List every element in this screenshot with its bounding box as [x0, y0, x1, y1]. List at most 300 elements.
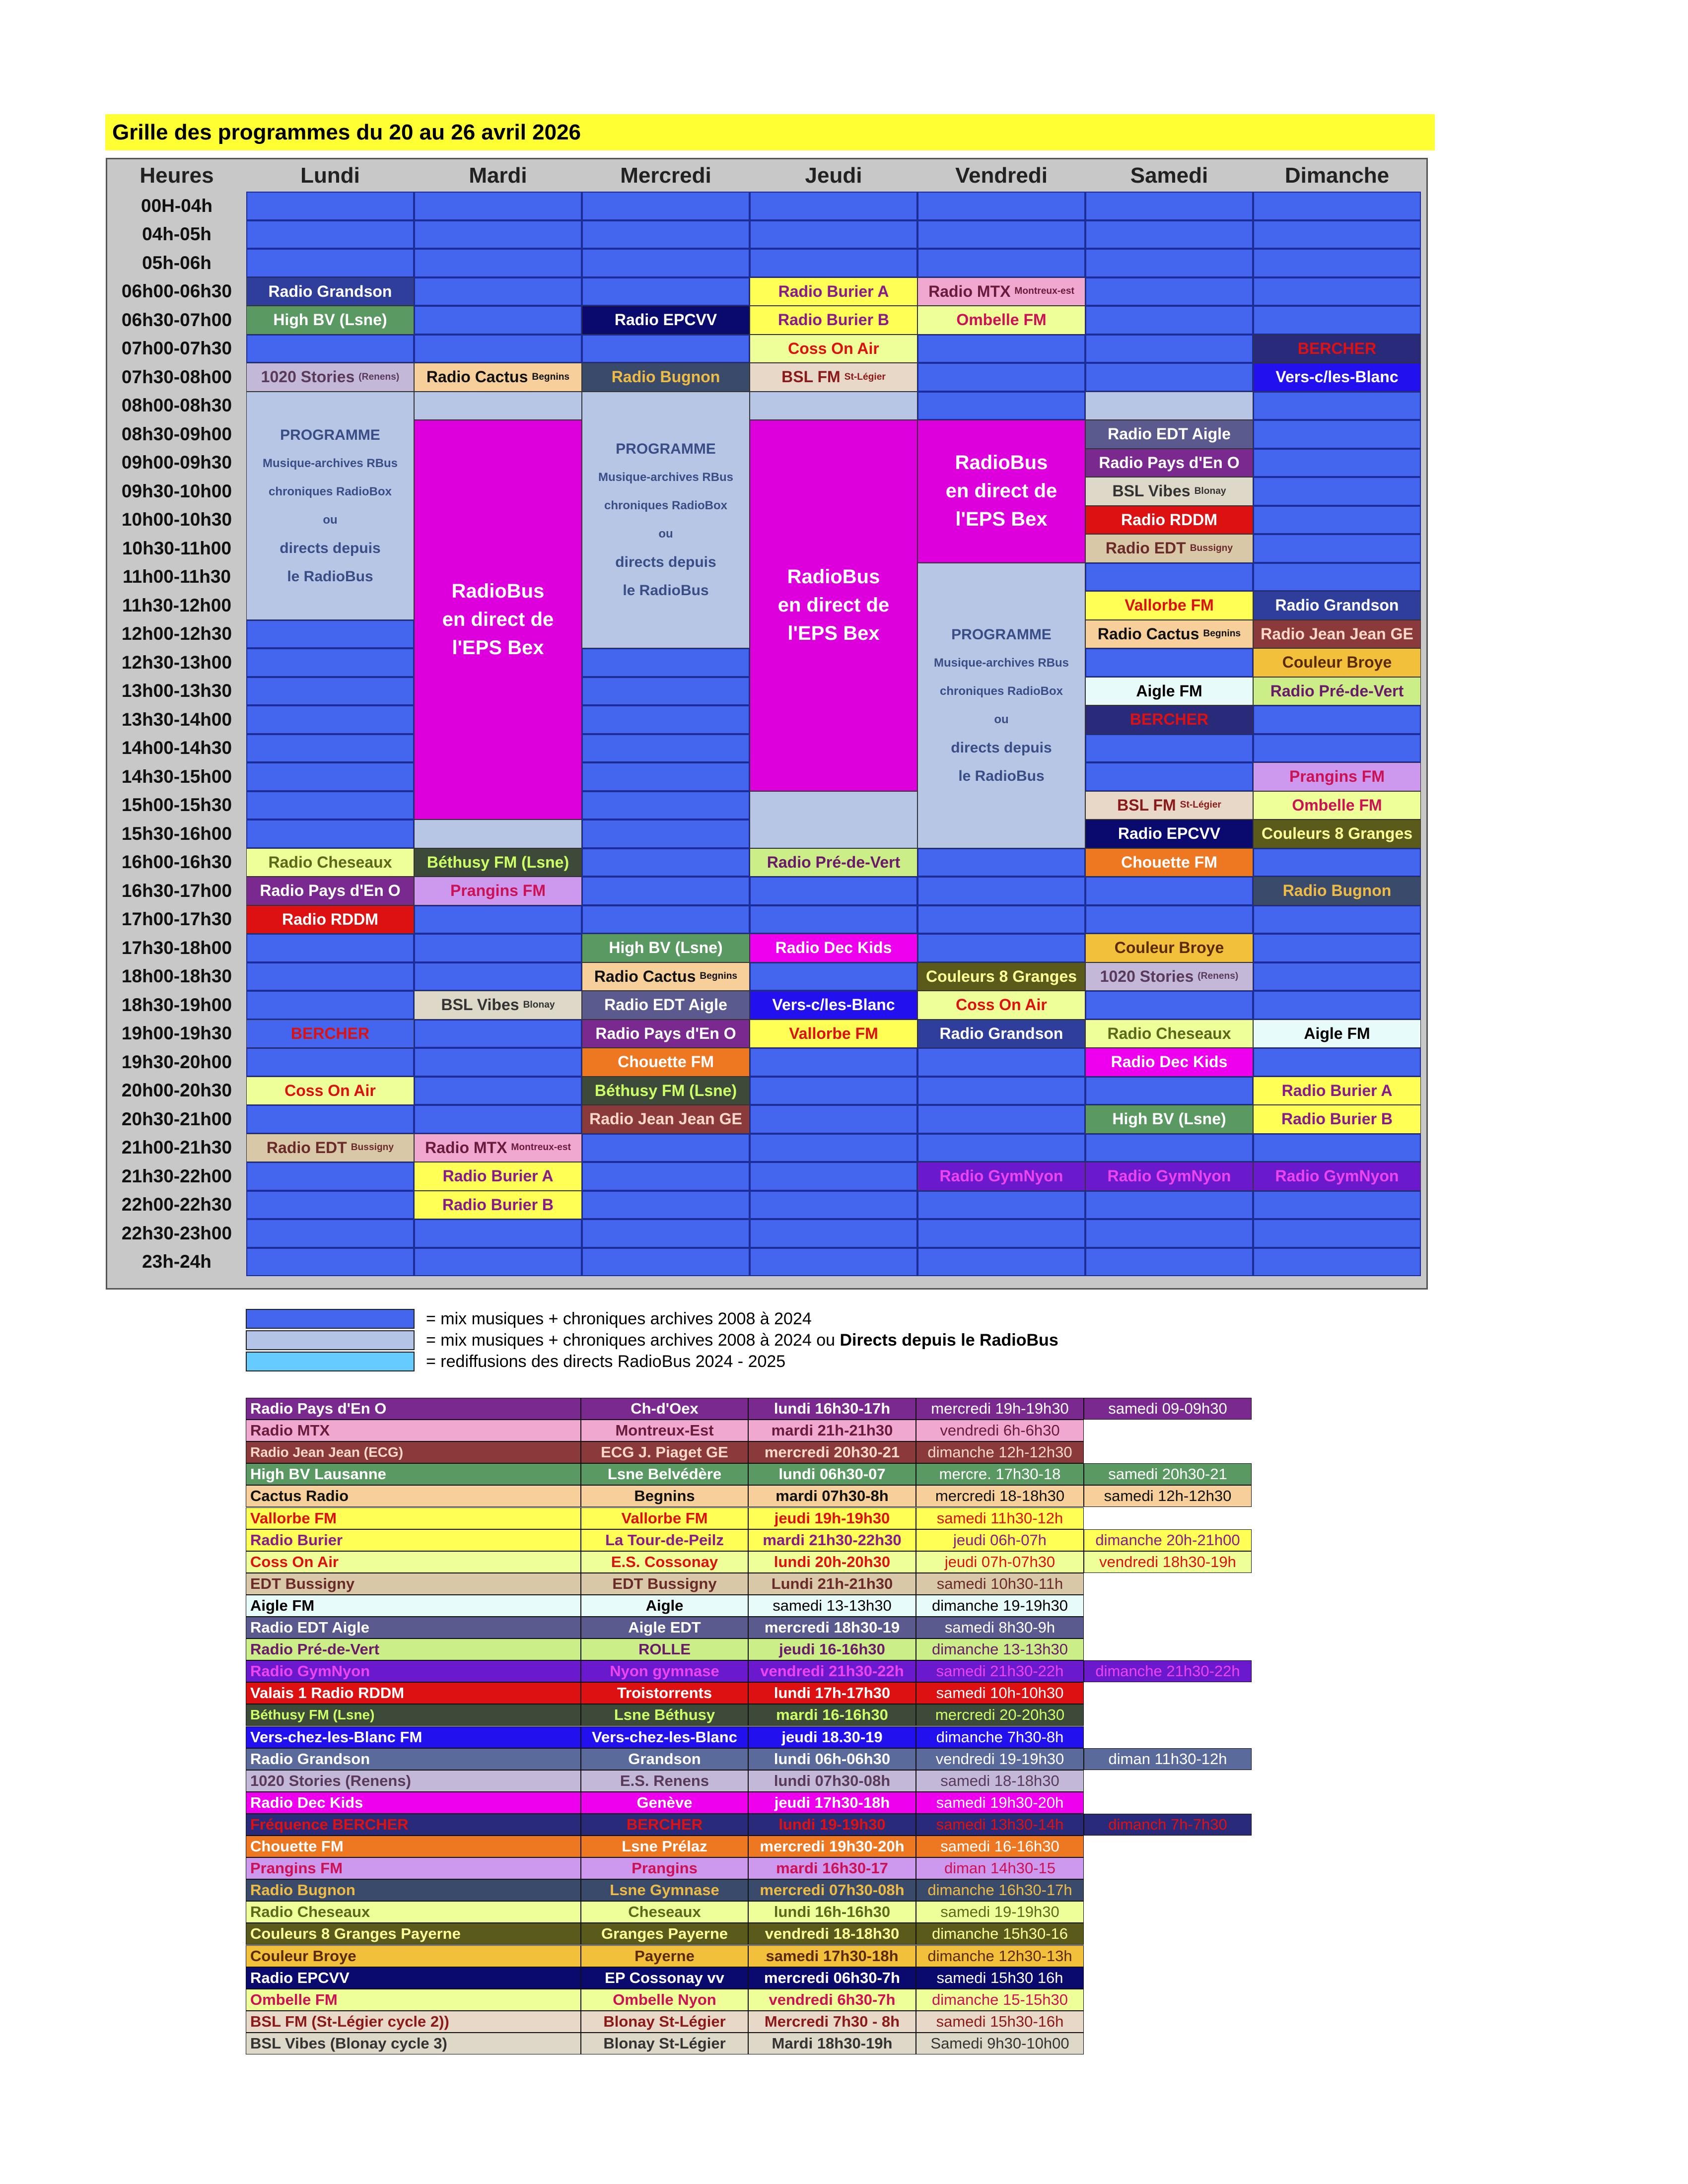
empty-slot: [582, 677, 750, 706]
empty-slot: [246, 762, 414, 791]
empty-slot: [414, 1248, 582, 1277]
program-block: [1085, 1020, 1253, 1048]
station-cell: Vallorbe FM: [581, 1507, 748, 1529]
station-cell: Radio Cheseaux: [246, 1901, 581, 1923]
station-cell: samedi 15h30-16h: [916, 2011, 1084, 2033]
program-name: Vallorbe FM: [789, 1024, 878, 1042]
station-cell: samedi 18-18h30: [916, 1770, 1084, 1792]
program-block: [1085, 591, 1253, 620]
empty-slot: [917, 934, 1085, 962]
station-cell: samedi 8h30-9h: [916, 1617, 1084, 1638]
empty-slot: [750, 1105, 917, 1134]
hour-label: 20h00-20h30: [121, 1080, 232, 1101]
empty-slot: [1253, 1248, 1421, 1277]
program-block: [414, 392, 582, 420]
empty-slot: [750, 192, 917, 220]
program-block: [582, 934, 750, 962]
program-name: Couleur Broye: [1282, 653, 1392, 672]
station-cell: Lsne Gymnase: [581, 1879, 748, 1901]
empty-slot: [414, 934, 582, 962]
program-block: [582, 1020, 750, 1048]
hour-label: 22h00-22h30: [121, 1194, 232, 1215]
station-cell: Béthusy FM (Lsne): [246, 1704, 581, 1726]
program-line: chroniques RadioBox: [604, 499, 728, 513]
station-cell: Radio Pays d'En O: [246, 1398, 581, 1420]
program-block: [414, 991, 582, 1020]
station-cell: vendredi 18h30-19h: [1084, 1551, 1252, 1573]
empty-slot: [246, 249, 414, 277]
station-cell: mercre. 17h30-18: [916, 1463, 1084, 1485]
station-cell: Chouette FM: [246, 1836, 581, 1857]
empty-slot: [246, 1105, 414, 1134]
program-block: [582, 363, 750, 392]
program-name: Couleurs 8 Granges: [925, 967, 1077, 985]
station-cell: Ombelle Nyon: [581, 1989, 748, 2011]
empty-slot: [1085, 1191, 1253, 1220]
program-name: Radio Cactus: [426, 368, 528, 386]
station-cell: mardi 16h30-17: [748, 1857, 916, 1879]
empty-slot: [1253, 1048, 1421, 1077]
empty-slot: [750, 1048, 917, 1077]
empty-slot: [1085, 563, 1253, 592]
station-cell: samedi 19-19h30: [916, 1901, 1084, 1923]
empty-slot: [246, 620, 414, 649]
program-block: [1085, 449, 1253, 478]
empty-slot: [1253, 420, 1421, 449]
empty-slot: [582, 220, 750, 249]
empty-slot: [582, 791, 750, 820]
station-cell: La Tour-de-Peilz: [581, 1529, 748, 1551]
program-block: [750, 934, 917, 962]
day-header: Dimanche: [1284, 163, 1390, 188]
empty-slot: [582, 277, 750, 306]
hour-label: 06h00-06h30: [121, 281, 232, 302]
station-cell: vendredi 6h30-7h: [748, 1989, 916, 2011]
station-cell: vendredi 6h-6h30: [916, 1420, 1084, 1441]
station-cell: dimanche 7h30-8h: [916, 1726, 1084, 1748]
station-cell: samedi 20h30-21: [1084, 1463, 1252, 1485]
program-block: [1085, 819, 1253, 848]
program-block: [1253, 1077, 1421, 1105]
station-cell: dimanche 15-15h30: [916, 1989, 1084, 2011]
station-cell: ROLLE: [581, 1638, 748, 1660]
program-block: [1085, 705, 1253, 734]
station-cell: diman 14h30-15: [916, 1857, 1084, 1879]
program-location: Begnins: [1203, 628, 1241, 639]
empty-slot: [1253, 848, 1421, 877]
empty-slot: [1253, 934, 1421, 962]
hour-label: 14h30-15h00: [121, 766, 232, 787]
hour-label: 15h30-16h00: [121, 823, 232, 844]
station-cell: Cheseaux: [581, 1901, 748, 1923]
day-header: Jeudi: [805, 163, 862, 188]
program-name: Radio GymNyon: [1275, 1167, 1399, 1185]
station-cell: dimanch 7h-7h30: [1084, 1814, 1252, 1836]
program-block: [246, 905, 414, 934]
program-block: [582, 962, 750, 991]
empty-slot: [917, 192, 1085, 220]
program-name: Radio Jean Jean GE: [589, 1110, 742, 1128]
empty-slot: [246, 991, 414, 1020]
program-block: [246, 306, 414, 335]
program-name: Radio Burier B: [1281, 1110, 1393, 1128]
hour-label: 08h00-08h30: [121, 395, 232, 416]
program-line: l'EPS Bex: [955, 508, 1048, 531]
legend-bold: Directs depuis le RadioBus: [840, 1331, 1058, 1350]
program-name: Radio Pays d'En O: [260, 882, 401, 900]
station-cell: jeudi 19h-19h30: [748, 1507, 916, 1529]
program-block: [1085, 534, 1253, 563]
empty-slot: [1085, 877, 1253, 905]
hour-label: 18h30-19h00: [121, 994, 232, 1015]
station-cell: Mercredi 7h30 - 8h: [748, 2011, 916, 2033]
station-cell: mardi 16-16h30: [748, 1704, 916, 1726]
program-line: Musique-archives RBus: [933, 656, 1069, 670]
program-location: (Renens): [1197, 971, 1239, 982]
program-block: [750, 277, 917, 306]
empty-slot: [1253, 249, 1421, 277]
station-cell: dimanche 13-13h30: [916, 1638, 1084, 1660]
empty-slot: [582, 1134, 750, 1162]
station-cell: dimanche 16h30-17h: [916, 1879, 1084, 1901]
station-cell: EP Cossonay vv: [581, 1967, 748, 1989]
day-header: Vendredi: [955, 163, 1048, 188]
hour-label: 06h30-07h00: [121, 309, 232, 330]
empty-slot: [246, 734, 414, 763]
empty-slot: [582, 648, 750, 677]
station-cell: E.S. Renens: [581, 1770, 748, 1792]
legend-label: = rediffusions des directs RadioBus 2024 - 2025: [426, 1352, 786, 1371]
empty-slot: [1085, 1248, 1253, 1277]
station-cell: Vers-chez-les-Blanc: [581, 1726, 748, 1748]
program-name: BERCHER: [1297, 339, 1377, 357]
program-block: [750, 306, 917, 335]
station-cell: lundi 16h-16h30: [748, 1901, 916, 1923]
empty-slot: [414, 277, 582, 306]
program-name: Radio Burier B: [777, 311, 890, 329]
empty-slot: [917, 848, 1085, 877]
station-cell: mardi 07h30-8h: [748, 1485, 916, 1507]
program-block: [582, 392, 750, 649]
program-block: [917, 1020, 1085, 1048]
program-name: Ombelle FM: [1292, 796, 1382, 814]
empty-slot: [414, 1105, 582, 1134]
empty-slot: [1253, 220, 1421, 249]
station-cell: Blonay St-Légier: [581, 2011, 748, 2033]
empty-slot: [582, 762, 750, 791]
program-location: Blonay: [1194, 485, 1226, 496]
station-cell: BSL Vibes (Blonay cycle 3): [246, 2033, 581, 2054]
station-cell: jeudi 07h-07h30: [916, 1551, 1084, 1573]
hour-label: 17h30-18h00: [121, 937, 232, 958]
program-block: [1253, 363, 1421, 392]
station-cell: Cactus Radio: [246, 1485, 581, 1507]
program-name: Radio Cactus: [1097, 624, 1199, 643]
program-name: Radio Bugnon: [611, 368, 720, 386]
program-name: BSL FM: [781, 368, 841, 386]
hour-label: 21h00-21h30: [121, 1137, 232, 1158]
program-name: Béthusy FM (Lsne): [594, 1081, 737, 1099]
program-block: [750, 363, 917, 392]
program-block: [917, 420, 1085, 563]
station-cell: 1020 Stories (Renens): [246, 1770, 581, 1792]
station-cell: diman 11h30-12h: [1084, 1748, 1252, 1770]
program-name: Radio EDT: [266, 1138, 347, 1157]
station-cell: samedi 19h30-20h: [916, 1792, 1084, 1814]
station-cell: dimanche 20h-21h00: [1084, 1529, 1252, 1551]
program-block: [1085, 962, 1253, 991]
program-name: Radio Pays d'En O: [1099, 453, 1240, 472]
empty-slot: [582, 705, 750, 734]
station-cell: Valais 1 Radio RDDM: [246, 1682, 581, 1704]
program-block: [414, 1134, 582, 1162]
station-cell: Radio Jean Jean (ECG): [246, 1441, 581, 1463]
station-cell: BERCHER: [581, 1814, 748, 1836]
station-cell: Grandson: [581, 1748, 748, 1770]
empty-slot: [1085, 905, 1253, 934]
program-name: BERCHER: [1129, 710, 1209, 729]
empty-slot: [1085, 734, 1253, 763]
program-block: [1253, 819, 1421, 848]
empty-slot: [582, 249, 750, 277]
station-cell: EDT Bussigny: [581, 1573, 748, 1595]
empty-slot: [414, 192, 582, 220]
empty-slot: [414, 249, 582, 277]
station-cell: dimanche 15h30-16: [916, 1923, 1084, 1945]
program-name: Couleur Broye: [1114, 939, 1224, 957]
program-name: Radio MTX: [425, 1138, 507, 1157]
program-name: 1020 Stories: [1100, 967, 1194, 985]
empty-slot: [246, 1219, 414, 1248]
program-line: le RadioBus: [623, 582, 709, 599]
station-cell: lundi 06h30-07: [748, 1463, 916, 1485]
program-location: Bussigny: [1190, 543, 1233, 553]
empty-slot: [750, 249, 917, 277]
empty-slot: [414, 962, 582, 991]
station-cell: Montreux-Est: [581, 1420, 748, 1441]
program-block: [750, 791, 917, 848]
station-cell: jeudi 16-16h30: [748, 1638, 916, 1660]
program-block: [1085, 1162, 1253, 1191]
program-line: le RadioBus: [958, 768, 1045, 784]
program-line: chroniques RadioBox: [939, 684, 1063, 698]
hour-label: 19h00-19h30: [121, 1023, 232, 1044]
legend-swatch: [246, 1330, 415, 1350]
station-cell: samedi 10h-10h30: [916, 1682, 1084, 1704]
program-name: Coss On Air: [284, 1081, 376, 1099]
station-cell: Vallorbe FM: [246, 1507, 581, 1529]
program-name: High BV (Lsne): [609, 939, 723, 957]
empty-slot: [1253, 905, 1421, 934]
program-name: Vallorbe FM: [1125, 596, 1214, 614]
empty-slot: [750, 1162, 917, 1191]
station-cell: Samedi 9h30-10h00: [916, 2033, 1084, 2054]
schedule-grid: [106, 158, 1428, 1290]
empty-slot: [1085, 306, 1253, 335]
empty-slot: [917, 1219, 1085, 1248]
program-name: Chouette FM: [1121, 853, 1217, 871]
empty-slot: [246, 648, 414, 677]
program-block: [246, 392, 414, 620]
empty-slot: [1085, 335, 1253, 363]
program-block: [246, 277, 414, 306]
station-cell: Couleurs 8 Granges Payerne: [246, 1923, 581, 1945]
empty-slot: [750, 905, 917, 934]
program-name: High BV (Lsne): [273, 311, 387, 329]
station-cell: Troistorrents: [581, 1682, 748, 1704]
legend-swatch: [246, 1309, 415, 1329]
empty-slot: [414, 1020, 582, 1048]
station-cell: Blonay St-Légier: [581, 2033, 748, 2054]
program-block: [750, 848, 917, 877]
program-line: l'EPS Bex: [787, 622, 880, 645]
program-name: Coss On Air: [788, 339, 879, 357]
program-name: Radio Pré-de-Vert: [1270, 682, 1404, 700]
hour-label: 16h30-17h00: [121, 880, 232, 901]
program-block: [246, 1020, 414, 1048]
station-cell: ECG J. Piaget GE: [581, 1441, 748, 1463]
program-name: Radio Bugnon: [1282, 882, 1392, 900]
program-block: [246, 1134, 414, 1162]
empty-slot: [1085, 1077, 1253, 1105]
hours-header: Heures: [140, 163, 214, 188]
program-block: [1253, 648, 1421, 677]
program-block: [1253, 620, 1421, 649]
empty-slot: [414, 1077, 582, 1105]
program-location: (Renens): [358, 371, 400, 382]
empty-slot: [246, 192, 414, 220]
station-cell: jeudi 17h30-18h: [748, 1792, 916, 1814]
program-name: Radio EPCVV: [1118, 824, 1221, 843]
hour-label: 19h30-20h00: [121, 1051, 232, 1072]
legend-label: = mix musiques + chroniques archives 2008 à 2024: [426, 1309, 812, 1328]
empty-slot: [750, 1248, 917, 1277]
program-block: [917, 277, 1085, 306]
empty-slot: [917, 220, 1085, 249]
page-title: Grille des programmes du 20 au 26 avril 2026: [105, 114, 1435, 150]
station-cell: dimanche 12h-12h30: [916, 1441, 1084, 1463]
empty-slot: [1085, 192, 1253, 220]
program-block: [414, 1162, 582, 1191]
legend-text: [426, 1331, 1058, 1350]
empty-slot: [917, 905, 1085, 934]
station-cell: samedi 15h30 16h: [916, 1967, 1084, 1989]
program-name: Aigle FM: [1304, 1024, 1370, 1042]
station-cell: E.S. Cossonay: [581, 1551, 748, 1573]
station-cell: Prangins: [581, 1857, 748, 1879]
program-name: Radio EPCVV: [614, 311, 717, 329]
station-cell: lundi 20h-20h30: [748, 1551, 916, 1573]
station-cell: Radio GymNyon: [246, 1660, 581, 1682]
station-cell: vendredi 21h30-22h: [748, 1660, 916, 1682]
program-name: Prangins FM: [450, 882, 546, 900]
program-name: Radio Burier B: [442, 1195, 554, 1214]
program-name: Coss On Air: [956, 996, 1047, 1014]
station-cell: mercredi 07h30-08h: [748, 1879, 916, 1901]
hour-label: 17h00-17h30: [121, 909, 232, 930]
program-block: [917, 991, 1085, 1020]
station-cell: samedi 21h30-22h: [916, 1660, 1084, 1682]
empty-slot: [582, 734, 750, 763]
program-name: Radio Cheseaux: [268, 853, 392, 871]
hour-label: 14h00-14h30: [121, 738, 232, 758]
empty-slot: [414, 1219, 582, 1248]
program-line: ou: [323, 513, 338, 527]
program-block: [1253, 791, 1421, 820]
program-block: [750, 991, 917, 1020]
program-name: High BV (Lsne): [1112, 1110, 1226, 1128]
program-location: Begnins: [700, 971, 738, 982]
empty-slot: [582, 877, 750, 905]
station-cell: Radio Burier: [246, 1529, 581, 1551]
program-name: Prangins FM: [1289, 767, 1385, 786]
program-line: en direct de: [945, 480, 1057, 502]
legend-label: = mix musiques + chroniques archives 2008 à 2024 ou: [426, 1331, 840, 1350]
hour-label: 22h30-23h00: [121, 1223, 232, 1243]
empty-slot: [1085, 277, 1253, 306]
empty-slot: [1253, 449, 1421, 478]
program-name: BSL Vibes: [1112, 482, 1191, 500]
empty-slot: [750, 1191, 917, 1220]
hour-label: 04h-05h: [142, 224, 211, 245]
empty-slot: [1253, 392, 1421, 420]
program-block: [1085, 677, 1253, 706]
hour-label: 20h30-21h00: [121, 1108, 232, 1129]
program-block: [414, 877, 582, 905]
empty-slot: [917, 1248, 1085, 1277]
station-cell: dimanche 19-19h30: [916, 1595, 1084, 1617]
program-block: [1253, 677, 1421, 706]
program-line: Musique-archives RBus: [262, 456, 398, 470]
empty-slot: [1085, 762, 1253, 791]
empty-slot: [750, 220, 917, 249]
station-cell: Vers-chez-les-Blanc FM: [246, 1726, 581, 1748]
program-name: 1020 Stories: [261, 368, 355, 386]
legend-text: [426, 1309, 812, 1329]
empty-slot: [1253, 734, 1421, 763]
station-cell: samedi 17h30-18h: [748, 1945, 916, 1967]
empty-slot: [1085, 1219, 1253, 1248]
station-cell: mercredi 19h-19h30: [916, 1398, 1084, 1420]
program-name: Radio Dec Kids: [775, 939, 892, 957]
empty-slot: [1085, 220, 1253, 249]
program-line: en direct de: [442, 609, 554, 630]
empty-slot: [917, 1105, 1085, 1134]
program-line: RadioBus: [955, 452, 1048, 474]
station-cell: vendredi 18-18h30: [748, 1923, 916, 1945]
program-name: Radio GymNyon: [1107, 1167, 1231, 1185]
program-block: [1253, 1162, 1421, 1191]
empty-slot: [246, 819, 414, 848]
program-name: Radio Burier A: [1281, 1081, 1393, 1099]
program-line: ou: [658, 527, 673, 541]
empty-slot: [1253, 1134, 1421, 1162]
station-cell: dimanche 12h30-13h: [916, 1945, 1084, 1967]
station-cell: BSL FM (St-Légier cycle 2)): [246, 2011, 581, 2033]
station-cell: samedi 13-13h30: [748, 1595, 916, 1617]
empty-slot: [917, 1077, 1085, 1105]
program-block: [582, 1105, 750, 1134]
station-cell: mercredi 18h30-19: [748, 1617, 916, 1638]
program-location: Montreux-est: [511, 1142, 571, 1153]
empty-slot: [1085, 249, 1253, 277]
station-cell: Radio Pré-de-Vert: [246, 1638, 581, 1660]
station-cell: lundi 17h-17h30: [748, 1682, 916, 1704]
day-header: Mercredi: [620, 163, 711, 188]
station-cell: Granges Payerne: [581, 1923, 748, 1945]
program-block: [1253, 335, 1421, 363]
hour-label: 07h00-07h30: [121, 338, 232, 359]
